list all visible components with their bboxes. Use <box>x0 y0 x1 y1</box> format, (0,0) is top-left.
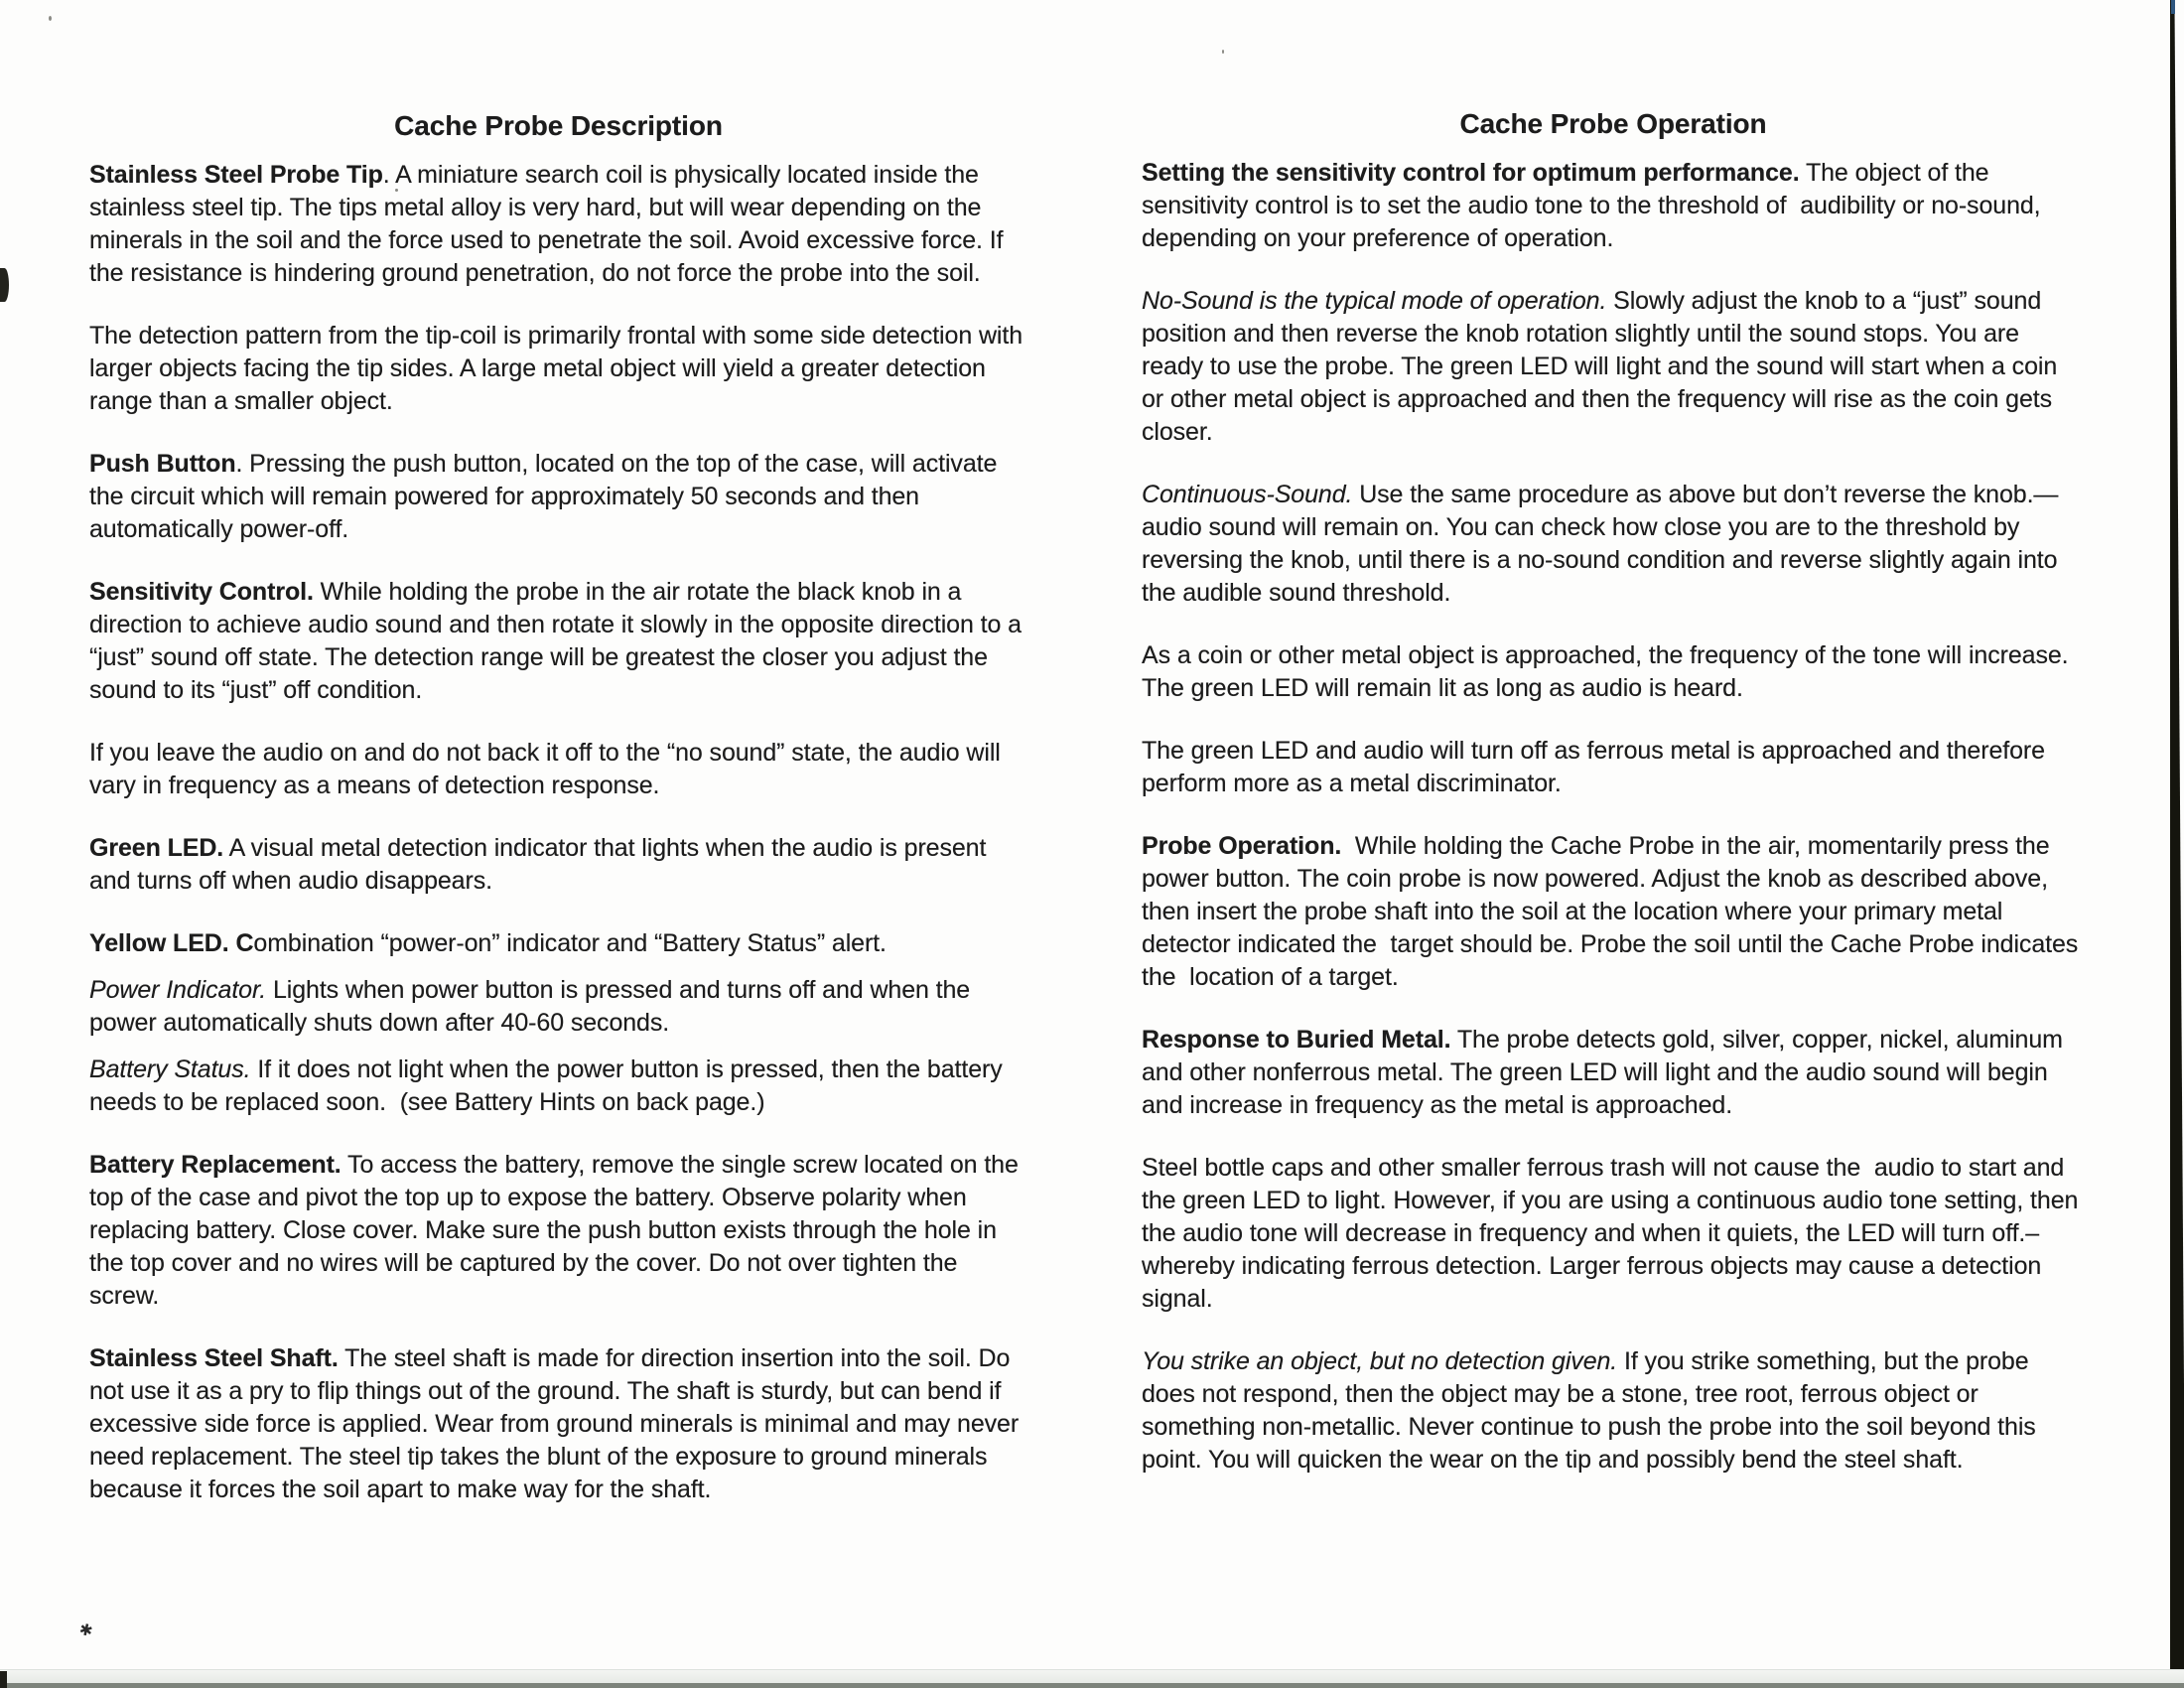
text-segment-normal: If you strike something, but the probe does not respond, then the object may be a stone, tree root, ferrous object or something non-metallic. Never continue to push the probe into the soil beyond this point. You will quicken the wear on the tip and possibly bend the steel shaft. <box>1142 1347 2043 1474</box>
scan-speck <box>1222 50 1224 54</box>
text-segment-normal: If it does not light when the power button is pressed, then the battery needs to be replaced soon. (see Battery Hints on back page.) <box>89 1055 1010 1116</box>
paragraph <box>1142 1152 2085 1316</box>
text-segment-normal: As a coin or other metal object is approached, the frequency of the tone will increase. The green LED will remain lit as long as audio is heard. <box>1142 641 2075 702</box>
paragraph <box>89 159 1027 290</box>
text-segment-bold: Battery Replacement. <box>89 1151 341 1179</box>
paragraph <box>1142 479 2085 610</box>
column-operation <box>1142 107 2085 1506</box>
paragraph <box>89 1342 1027 1506</box>
scan-speck <box>49 16 52 21</box>
paragraph <box>89 832 1027 898</box>
text-segment-normal: ombination “power-on” indicator and “Battery Status” alert. <box>253 929 887 957</box>
text-segment-normal: Steel bottle caps and other smaller ferrous trash will not cause the audio to start and the green LED to light. However, if you are using a continuous audio tone setting, then the audio tone will decrease in frequency and when it quiets, the LED will turn off.– whereby indicating ferrous detection. Larger ferrous objects may cause a detection signal. <box>1142 1154 2086 1313</box>
scan-left-smudge <box>0 268 9 302</box>
paragraph <box>89 1054 1027 1119</box>
text-segment-bold: Setting the sensitivity control for optimum performance. <box>1142 159 1800 187</box>
paragraph <box>89 974 1027 1040</box>
text-segment-italic: Continuous-Sound. <box>1142 481 1353 508</box>
scan-ink-mark: ✱ <box>77 1618 95 1641</box>
paragraph <box>89 320 1027 418</box>
paragraph <box>1142 1345 2085 1477</box>
scan-speck <box>395 189 398 192</box>
right-column-title: Cache Probe Operation <box>1459 108 1767 139</box>
paragraph <box>89 1149 1027 1313</box>
paragraph <box>89 576 1027 707</box>
scan-corner-tick <box>0 1671 7 1688</box>
text-segment-bold: Push Button <box>89 450 236 478</box>
paragraph <box>1142 830 2085 994</box>
text-segment-normal: Lights when power button is pressed and turns off and when the power automatically shuts down after 40-60 seconds. <box>89 976 977 1037</box>
paragraph <box>89 927 1027 960</box>
left-column-title: Cache Probe Description <box>394 110 723 141</box>
text-segment-italic: Battery Status. <box>89 1055 251 1083</box>
text-segment-normal: The detection pattern from the tip-coil is primarily frontal with some side detection with larger objects facing the tip sides. A large metal object will yield a greater detection range than a smaller object. <box>89 322 1029 415</box>
paragraph <box>1142 157 2085 255</box>
paragraph <box>1142 735 2085 800</box>
left-column-paragraphs <box>89 159 1027 1506</box>
text-segment-normal: If you leave the audio on and do not back it off to the “no sound” state, the audio will vary in frequency as a means of detection response. <box>89 739 1008 799</box>
paragraph <box>1142 1024 2085 1122</box>
scan-edge-right-shadow <box>2170 0 2184 1688</box>
text-segment-bold: Yellow LED. C <box>89 929 254 957</box>
text-segment-bold: Probe Operation. <box>1142 832 1342 860</box>
text-segment-normal: The green LED and audio will turn off as ferrous metal is approached and therefore perform more as a metal discriminator. <box>1142 737 2052 797</box>
paragraph <box>89 448 1027 546</box>
text-segment-bold: Response to Buried Metal. <box>1142 1026 1451 1054</box>
right-column-paragraphs <box>1142 157 2085 1477</box>
paragraph <box>1142 285 2085 449</box>
text-segment-bold: Stainless Steel Shaft. <box>89 1344 339 1372</box>
text-segment-normal: A visual metal detection indicator that lights when the audio is present and turns off when audio disappears. <box>89 834 994 895</box>
text-segment-normal: To access the battery, remove the single screw located on the top of the case and pivot the top up to expose the battery. Observe polarity when replacing battery. Close cover. Make sure the push button exists through the hole in the top cover and no wires will be captured by the cover. Do not over tighten the screw. <box>89 1151 1025 1310</box>
text-segment-italic: You strike an object, but no detection given. <box>1142 1347 1618 1375</box>
text-segment-normal: . A miniature search coil is physically located inside the stainless steel tip. The tips metal alloy is very hard, but will wear depending on the minerals in the soil and the force used to penetrate the soil. Avoid excessive force. If the resistance is hindering ground penetration, do not force the probe into the soil. <box>89 161 1011 287</box>
text-segment-italic: Power Indicator. <box>89 976 267 1004</box>
text-segment-normal: The object of the sensitivity control is to set the audio tone to the threshold of audibility or no-sound, depending on your preference of operation. <box>1142 159 2048 252</box>
text-segment-normal: While holding the Cache Probe in the air, momentarily press the power button. The coin probe is now powered. Adjust the knob as described above, then insert the probe shaft into the soil at the location where your primary metal detector indicated the target should be. Probe the soil until the Cache Probe indicates the location of a target. <box>1142 832 2086 991</box>
scan-edge-top-cap <box>2171 0 2175 14</box>
text-segment-italic: No-Sound is the typical mode of operation. <box>1142 287 1607 315</box>
text-segment-bold: Green LED. <box>89 834 224 862</box>
text-segment-normal: . Pressing the push button, located on the top of the case, will activate the circuit which will remain powered for approximately 50 seconds and then automatically power-off. <box>89 450 1005 543</box>
text-segment-normal: The probe detects gold, silver, copper, nickel, aluminum and other nonferrous metal. The green LED will light and the audio sound will begin and increase in frequency as the metal is approached. <box>1142 1026 2070 1119</box>
paragraph <box>89 737 1027 802</box>
paragraph <box>1142 639 2085 705</box>
text-segment-normal: Use the same procedure as above but don’t reverse the knob.—audio sound will remain on. You can check how close you are to the threshold by reversing the knob, until there is a no-sound condition and reverse slightly again into the audible sound threshold. <box>1142 481 2065 607</box>
text-segment-bold: Stainless Steel Probe Tip <box>89 161 383 189</box>
text-segment-normal: Slowly adjust the knob to a “just” sound position and then reverse the knob rotation slightly until the sound stops. You are ready to use the probe. The green LED will light and the sound will start when a coin or other metal object is approached and then the frequency will rise as the coin gets closer. <box>1142 287 2064 446</box>
column-description <box>89 109 1027 1536</box>
text-segment-normal: While holding the probe in the air rotate the black knob in a direction to achieve audio sound and then rotate it slowly in the opposite direction to a “just” sound off state. The detection range will be greatest the closer you adjust the sound to its “just” off condition. <box>89 578 1028 704</box>
text-segment-normal: The steel shaft is made for direction insertion into the soil. Do not use it as a pry to flip things out of the ground. The shaft is sturdy, but can bend if excessive side force is applied. Wear from ground minerals is minimal and may never need replacement. The steel tip takes the blunt of the exposure to ground minerals because it forces the soil apart to make way for the shaft. <box>89 1344 1025 1503</box>
text-segment-bold: Sensitivity Control. <box>89 578 314 606</box>
scan-bottom-line <box>0 1683 2184 1688</box>
